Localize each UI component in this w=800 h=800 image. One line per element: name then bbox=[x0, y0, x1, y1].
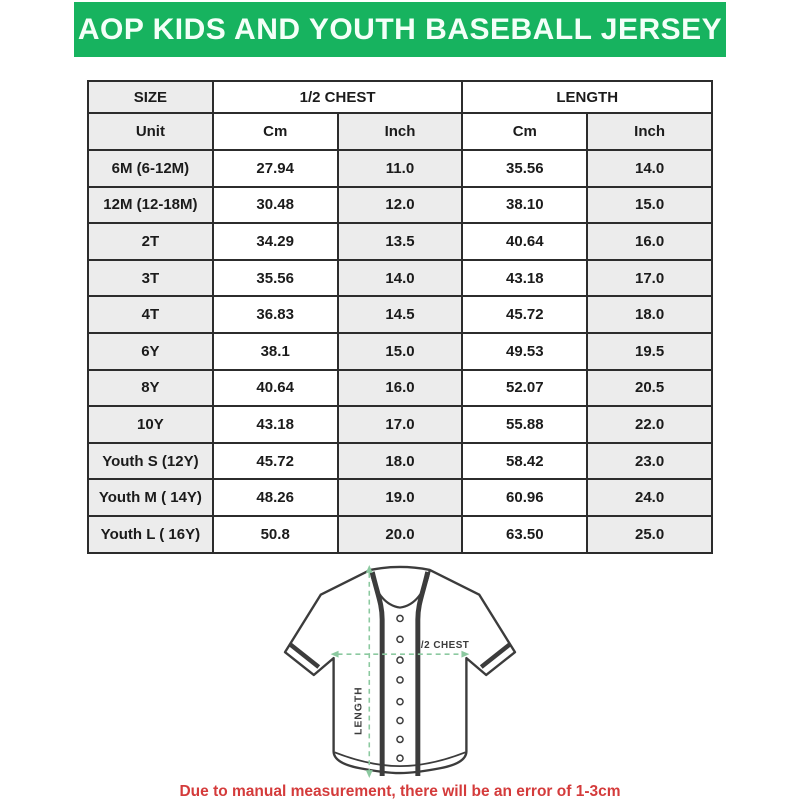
measurement-cell: 50.8 bbox=[213, 516, 338, 553]
size-row bbox=[88, 406, 712, 443]
measurement-cell: 20.0 bbox=[338, 516, 463, 553]
chest-group-header: 1/2 CHEST bbox=[213, 81, 463, 113]
size-label-cell: 3T bbox=[88, 260, 213, 297]
measurement-cell: 40.64 bbox=[213, 370, 338, 407]
size-label-cell: 12M (12-18M) bbox=[88, 187, 213, 224]
measurement-cell: 38.1 bbox=[213, 333, 338, 370]
page-title: AOP KIDS AND YOUTH BASEBALL JERSEY bbox=[77, 12, 723, 46]
chest-label: 1/2 CHEST bbox=[414, 639, 470, 651]
measurement-cell: 48.26 bbox=[213, 479, 338, 516]
measurement-cell: 35.56 bbox=[462, 150, 587, 187]
measurement-cell: 15.0 bbox=[338, 333, 463, 370]
jersey-diagram bbox=[275, 562, 525, 782]
length-label: LENGTH bbox=[353, 685, 365, 735]
size-row bbox=[88, 479, 712, 516]
size-row bbox=[88, 370, 712, 407]
measurement-cell: 20.5 bbox=[587, 370, 712, 407]
measurement-cell: 35.56 bbox=[213, 260, 338, 297]
measurement-cell: 58.42 bbox=[462, 443, 587, 480]
measurement-cell: 14.5 bbox=[338, 296, 463, 333]
measurement-cell: 24.0 bbox=[587, 479, 712, 516]
size-row bbox=[88, 223, 712, 260]
chest-cm-header: Cm bbox=[213, 113, 338, 150]
measurement-cell: 55.88 bbox=[462, 406, 587, 443]
size-row bbox=[88, 150, 712, 187]
measurement-disclaimer: Due to manual measurement, there will be an error of 1-3cm bbox=[179, 782, 621, 800]
measurement-cell: 18.0 bbox=[338, 443, 463, 480]
size-row bbox=[88, 443, 712, 480]
jersey-illustration bbox=[275, 562, 525, 782]
measurement-cell: 14.0 bbox=[338, 260, 463, 297]
chest-inch-header: Inch bbox=[338, 113, 463, 150]
length-inch-header: Inch bbox=[587, 113, 712, 150]
measurement-cell: 14.0 bbox=[587, 150, 712, 187]
unit-header: Unit bbox=[88, 113, 213, 150]
measurement-cell: 17.0 bbox=[338, 406, 463, 443]
size-label-cell: 6M (6-12M) bbox=[88, 150, 213, 187]
size-chart-table bbox=[87, 80, 713, 554]
measurement-cell: 45.72 bbox=[462, 296, 587, 333]
measurement-cell: 63.50 bbox=[462, 516, 587, 553]
size-row bbox=[88, 333, 712, 370]
unit-header-row bbox=[88, 113, 712, 150]
title-banner bbox=[74, 2, 726, 57]
measurement-cell: 34.29 bbox=[213, 223, 338, 260]
length-arrow-down-icon bbox=[366, 770, 373, 778]
measurement-cell: 11.0 bbox=[338, 150, 463, 187]
size-rows bbox=[88, 150, 712, 553]
measurement-cell: 40.64 bbox=[462, 223, 587, 260]
measurement-cell: 19.0 bbox=[338, 479, 463, 516]
measurement-cell: 19.5 bbox=[587, 333, 712, 370]
length-group-header: LENGTH bbox=[462, 81, 712, 113]
measurement-cell: 13.5 bbox=[338, 223, 463, 260]
size-row bbox=[88, 296, 712, 333]
size-label-cell: Youth L ( 16Y) bbox=[88, 516, 213, 553]
measurement-cell: 22.0 bbox=[587, 406, 712, 443]
measurement-cell: 30.48 bbox=[213, 187, 338, 224]
group-header-row bbox=[88, 81, 712, 113]
size-label-cell: 10Y bbox=[88, 406, 213, 443]
measurement-cell: 16.0 bbox=[338, 370, 463, 407]
size-row bbox=[88, 187, 712, 224]
length-cm-header: Cm bbox=[462, 113, 587, 150]
size-label-cell: 8Y bbox=[88, 370, 213, 407]
size-label-cell: Youth S (12Y) bbox=[88, 443, 213, 480]
measurement-cell: 27.94 bbox=[213, 150, 338, 187]
size-label-cell: 6Y bbox=[88, 333, 213, 370]
measurement-cell: 43.18 bbox=[213, 406, 338, 443]
size-row bbox=[88, 516, 712, 553]
size-label-cell: Youth M ( 14Y) bbox=[88, 479, 213, 516]
measurement-cell: 38.10 bbox=[462, 187, 587, 224]
measurement-cell: 52.07 bbox=[462, 370, 587, 407]
measurement-cell: 36.83 bbox=[213, 296, 338, 333]
measurement-cell: 45.72 bbox=[213, 443, 338, 480]
measurement-cell: 49.53 bbox=[462, 333, 587, 370]
measurement-cell: 60.96 bbox=[462, 479, 587, 516]
size-label-cell: 2T bbox=[88, 223, 213, 260]
measurement-cell: 43.18 bbox=[462, 260, 587, 297]
measurement-cell: 17.0 bbox=[587, 260, 712, 297]
size-label-cell: 4T bbox=[88, 296, 213, 333]
measurement-cell: 25.0 bbox=[587, 516, 712, 553]
measurement-cell: 18.0 bbox=[587, 296, 712, 333]
measurement-cell: 23.0 bbox=[587, 443, 712, 480]
measurement-cell: 15.0 bbox=[587, 187, 712, 224]
size-group-header: SIZE bbox=[88, 81, 213, 113]
measurement-cell: 12.0 bbox=[338, 187, 463, 224]
measurement-cell: 16.0 bbox=[587, 223, 712, 260]
size-row bbox=[88, 260, 712, 297]
